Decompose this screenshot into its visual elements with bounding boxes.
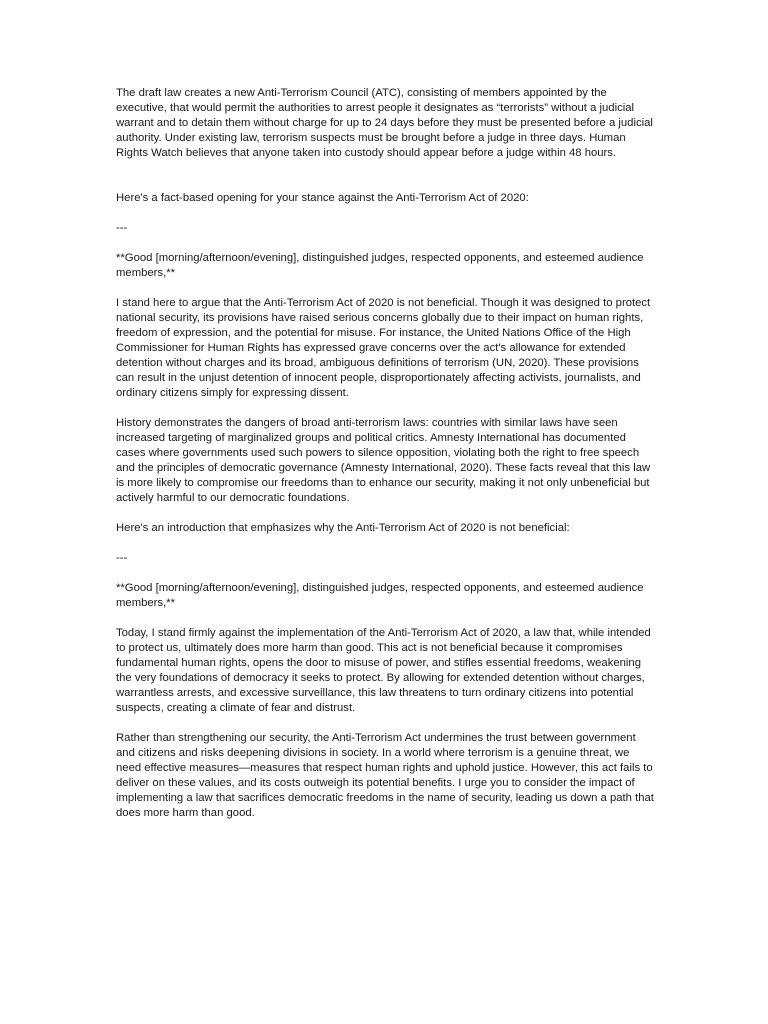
paragraph-opening-intro: Here's a fact-based opening for your stance against the Anti-Terrorism Act of 2020: bbox=[116, 192, 529, 204]
separator-2: --- bbox=[116, 552, 128, 564]
paragraph-argument: I stand here to argue that the Anti-Terrorism Act of 2020 is not beneficial. Though it was designed to protect national security, its provisions have raised serious concerns globally due to their impact on human rights, freedom of expression, and the potential for misuse. For instance, the United Nations Office of the High Commissioner for Human Rights has expressed grave concerns over the act's allowance for extended detention without charges and its broad, ambiguous definitions of terrorism (UN, 2020). These provisions can result in the unjust detention of innocent people, disproportionately affecting activists, journalists, and ordinary citizens simply for expressing dissent. bbox=[116, 297, 651, 399]
paragraph-history: History demonstrates the dangers of broad anti-terrorism laws: countries with similar laws have seen increased targeting of marginalized groups and political critics. Amnesty International has documented cases where governments used such powers to silence opposition, violating both the right to free speech and the principles of democratic governance (Amnesty International, 2020). These facts reveal that this law is more likely to compromise our freedoms than to enhance our security, making it not only unbeneficial but actively harmful to our democratic foundations. bbox=[116, 417, 651, 504]
paragraph-greeting-1: **Good [morning/afternoon/evening], distinguished judges, respected opponents, and esteemed audience members,** bbox=[116, 252, 644, 279]
paragraph-draft-law: The draft law creates a new Anti-Terrorism Council (ATC), consisting of members appointed by the executive, that would permit the authorities to arrest people it designates as “terrorists” without a judicial warrant and to detain them without charge for up to 24 days before they must be presented before a judicial authority. Under existing law, terrorism suspects must be brought before a judge in three days. Human Rights Watch believes that anyone taken into custody should appear before a judge within 48 hours. bbox=[116, 87, 653, 159]
document-body bbox=[116, 86, 656, 821]
paragraph-stance: Today, I stand firmly against the implementation of the Anti-Terrorism Act of 2020, a law that, while intended to protect us, ultimately does more harm than good. This act is not beneficial because it compromises fundamental human rights, opens the door to misuse of power, and stifles essential freedoms, weakening the very foundations of democracy it seeks to protect. By allowing for extended detention without charges, warrantless arrests, and excessive surveillance, this law threatens to turn ordinary citizens into potential suspects, creating a climate of fear and distrust. bbox=[116, 627, 651, 714]
separator-1: --- bbox=[116, 222, 128, 234]
paragraph-greeting-2: **Good [morning/afternoon/evening], distinguished judges, respected opponents, and esteemed audience members,** bbox=[116, 582, 644, 609]
paragraph-conclusion: Rather than strengthening our security, the Anti-Terrorism Act undermines the trust between government and citizens and risks deepening divisions in society. In a world where terrorism is a genuine threat, we need effective measures—measures that respect human rights and uphold justice. However, this act fails to deliver on these values, and its costs outweigh its potential benefits. I urge you to consider the impact of implementing a law that sacrifices democratic freedoms in the name of security, leading us down a path that does more harm than good. bbox=[116, 732, 654, 819]
paragraph-introduction-intro: Here's an introduction that emphasizes why the Anti-Terrorism Act of 2020 is not beneficial: bbox=[116, 522, 570, 534]
